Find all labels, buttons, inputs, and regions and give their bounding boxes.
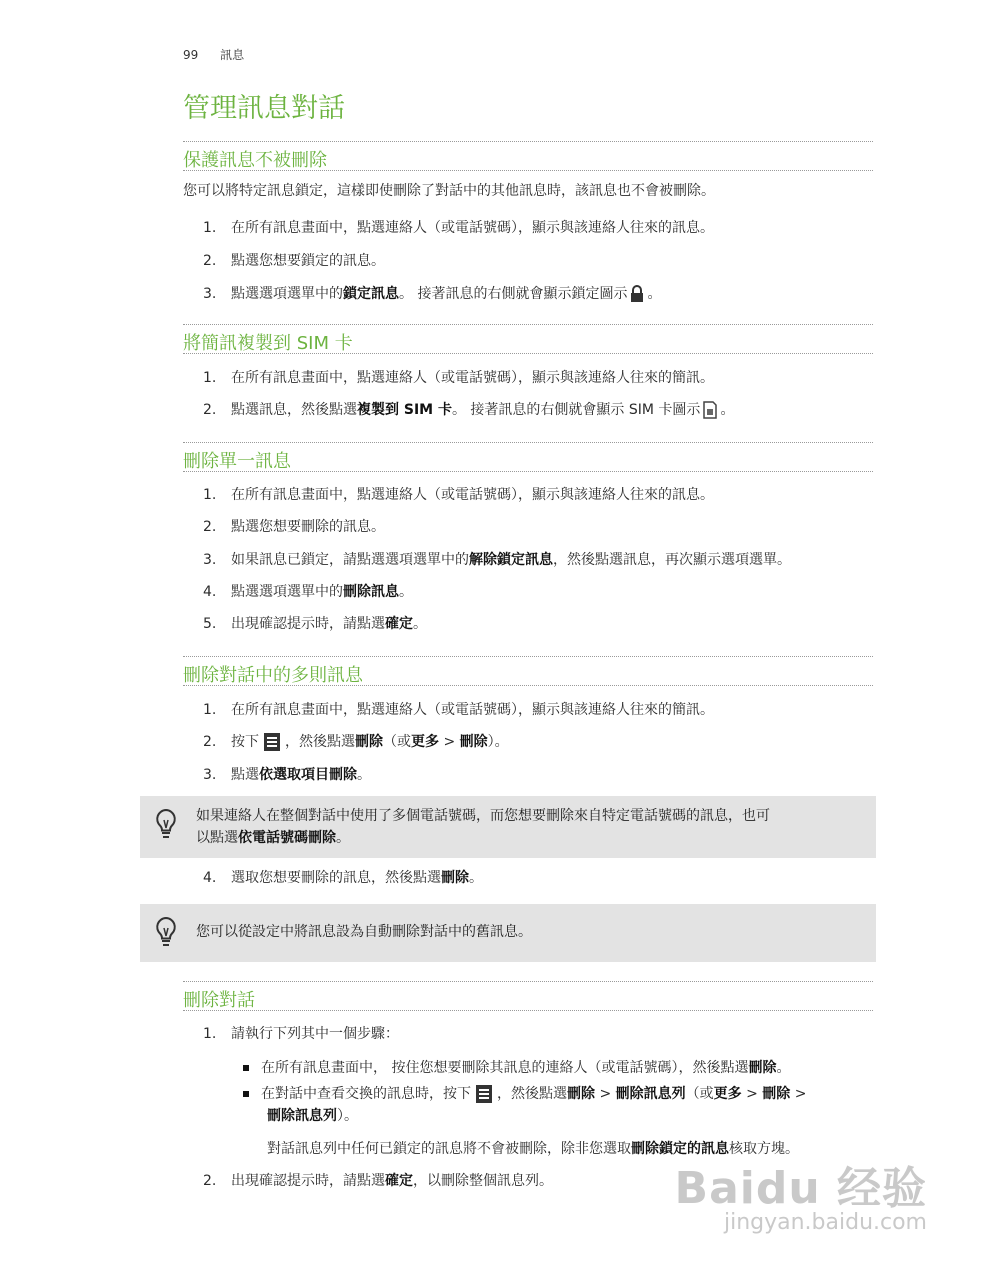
list-item xyxy=(203,582,413,602)
bold-term: 依電話號碼刪除 xyxy=(238,830,336,846)
bold-term: 鎖定訊息 xyxy=(343,286,399,302)
lightbulb-icon xyxy=(154,808,178,840)
item-number: 4. xyxy=(203,870,217,886)
watermark-logo: Baidu 经验 xyxy=(674,1163,927,1214)
item-text: 如果訊息已鎖定，請點選選項選單中的 xyxy=(231,552,469,568)
item-text: ，以刪除整個訊息列。 xyxy=(413,1173,553,1189)
item-number: 2. xyxy=(203,402,217,418)
item-text: 點選選項選單中的 xyxy=(231,286,343,302)
bold-term: 確定 xyxy=(385,616,413,632)
bullet-item xyxy=(243,1057,790,1079)
bold-term: 刪除訊息 xyxy=(343,584,399,600)
list-item xyxy=(203,700,714,720)
list-item xyxy=(203,868,483,888)
item-text: （或 xyxy=(383,734,411,750)
list-item xyxy=(203,284,661,304)
bold-term: 刪除 xyxy=(441,870,469,886)
item-text: 請執行下列其中一個步驟： xyxy=(231,1026,399,1042)
bold-term: 刪除 xyxy=(748,1060,777,1076)
list-item xyxy=(203,614,427,634)
item-number: 1. xyxy=(203,702,217,718)
bold-term: 刪除 xyxy=(567,1086,595,1102)
list-item xyxy=(203,1171,553,1191)
tip-line xyxy=(196,827,770,849)
bold-term: 更多 xyxy=(411,734,439,750)
item-text: 在所有訊息畫面中，點選連絡人（或電話號碼），顯示與該連絡人往來的訊息。 xyxy=(231,487,714,503)
item-text: ）。 xyxy=(337,1108,358,1124)
item-text: 。 xyxy=(399,584,413,600)
list-item xyxy=(203,251,385,271)
item-text: 點選選項選單中的 xyxy=(231,584,343,600)
item-number: 1. xyxy=(203,487,217,503)
item-text: 按下 xyxy=(231,734,259,750)
item-text: 。 xyxy=(720,402,735,418)
bold-term: 解除鎖定訊息 xyxy=(469,552,553,568)
header-section: 訊息 xyxy=(220,48,245,62)
tip-text-part: 。 xyxy=(336,830,350,846)
lock-icon xyxy=(630,285,644,303)
section-heading-lock xyxy=(183,141,873,171)
tip-box xyxy=(140,796,876,858)
page-number: 99 xyxy=(183,48,199,62)
item-number: 3. xyxy=(203,286,217,302)
item-text: 核取方塊。 xyxy=(729,1141,799,1157)
list-item xyxy=(203,485,714,505)
item-number: 2. xyxy=(203,253,217,269)
section-heading-delete-single xyxy=(183,442,873,472)
item-text: > xyxy=(439,734,460,750)
sim-card-icon xyxy=(703,401,717,419)
item-text: 對話訊息列中任何已鎖定的訊息將不會被刪除，除非您選取 xyxy=(267,1141,631,1157)
item-number: 3. xyxy=(203,552,217,568)
item-text: ，然後點選 xyxy=(285,734,355,750)
item-text: 點選您想要刪除的訊息。 xyxy=(231,519,385,535)
item-text: 點選 xyxy=(231,767,259,783)
bold-term: 刪除訊息列 xyxy=(615,1086,686,1102)
list-item xyxy=(203,368,714,388)
tip-line: 如果連絡人在整個對話中使用了多個電話號碼，而您想要刪除來自特定電話號碼的訊息，也可 xyxy=(196,808,770,824)
item-text: 出現確認提示時，請點選 xyxy=(231,1173,385,1189)
list-item xyxy=(203,765,371,785)
item-text: 出現確認提示時，請點選 xyxy=(231,616,385,632)
item-text: 點選您想要鎖定的訊息。 xyxy=(231,253,385,269)
bold-term: 刪除 xyxy=(762,1086,791,1102)
section-title: 將簡訊複製到 SIM 卡 xyxy=(183,333,353,354)
section-heading-sim xyxy=(183,324,873,354)
list-item xyxy=(203,732,509,752)
section-heading-delete-multiple xyxy=(183,656,873,686)
item-text: 。 接著訊息的右側就會顯示 SIM 卡圖示 xyxy=(451,402,701,418)
page-header xyxy=(183,46,244,63)
item-number: 2. xyxy=(203,519,217,535)
list-item xyxy=(203,218,714,238)
list-item xyxy=(203,517,385,537)
item-text: 。 xyxy=(776,1060,791,1076)
item-number: 5. xyxy=(203,616,217,632)
tip-text xyxy=(196,805,770,849)
intro-text: 您可以將特定訊息鎖定，這樣即使刪除了對話中的其他訊息時，該訊息也不會被刪除。 xyxy=(183,183,715,199)
item-number: 4. xyxy=(203,584,217,600)
section-title: 保護訊息不被刪除 xyxy=(183,150,327,171)
item-text: 在所有訊息畫面中，點選連絡人（或電話號碼），顯示與該連絡人往來的簡訊。 xyxy=(231,370,714,386)
section-heading-delete-conversation xyxy=(183,981,873,1011)
tip-box xyxy=(140,904,876,962)
section-title: 刪除對話中的多則訊息 xyxy=(183,665,363,686)
item-number: 1. xyxy=(203,220,217,236)
bold-term: 更多 xyxy=(713,1086,742,1102)
page-title: 管理訊息對話 xyxy=(183,93,345,124)
item-text: 在對話中查看交換的訊息時，按下 xyxy=(261,1086,471,1102)
list-item xyxy=(203,400,734,420)
bold-term: 刪除 xyxy=(459,734,488,750)
item-text: 點選訊息，然後點選 xyxy=(231,402,357,418)
item-number: 3. xyxy=(203,767,217,783)
item-number: 2. xyxy=(203,734,217,750)
menu-icon xyxy=(474,1084,494,1104)
bullet-dot xyxy=(243,1065,249,1071)
item-text: 。 xyxy=(357,767,371,783)
item-number: 2. xyxy=(203,1173,217,1189)
item-text: 在所有訊息畫面中，點選連絡人（或電話號碼），顯示與該連絡人往來的簡訊。 xyxy=(231,702,714,718)
section-title: 刪除單一訊息 xyxy=(183,451,291,472)
tip-text-part: 以點選 xyxy=(196,830,238,846)
item-text: 。 xyxy=(647,286,662,302)
bold-term: 複製到 SIM 卡 xyxy=(357,402,452,418)
bold-term: 刪除鎖定的訊息 xyxy=(631,1141,729,1157)
item-text: 選取您想要刪除的訊息，然後點選 xyxy=(231,870,441,886)
section-title: 刪除對話 xyxy=(183,990,255,1011)
bullet-dot xyxy=(243,1091,249,1097)
bold-term: 確定 xyxy=(385,1173,413,1189)
item-text: 。 xyxy=(469,870,483,886)
item-number: 1. xyxy=(203,370,217,386)
watermark-url: jingyan.baidu.com xyxy=(723,1210,927,1235)
bold-term: 刪除訊息列 xyxy=(267,1108,337,1124)
tip-text: 您可以從設定中將訊息設為自動刪除對話中的舊訊息。 xyxy=(196,924,532,940)
item-text: ）。 xyxy=(487,734,509,750)
item-text: 在所有訊息畫面中，點選連絡人（或電話號碼），顯示與該連絡人往來的訊息。 xyxy=(231,220,714,236)
item-text: 。 xyxy=(413,616,427,632)
lightbulb-icon xyxy=(154,916,178,948)
item-number: 1. xyxy=(203,1026,217,1042)
menu-icon xyxy=(262,732,282,752)
item-text: > xyxy=(741,1086,763,1102)
item-text: ，然後點選 xyxy=(497,1086,567,1102)
item-text: > xyxy=(790,1086,807,1102)
item-text: 在所有訊息畫面中， 按住您想要刪除其訊息的連絡人（或電話號碼），然後點選 xyxy=(261,1060,749,1076)
item-text: 。 接著訊息的右側就會顯示鎖定圖示 xyxy=(399,286,628,302)
bold-term: 依選取項目刪除 xyxy=(259,767,357,783)
bullet-item xyxy=(243,1083,873,1127)
item-text: > xyxy=(595,1086,616,1102)
list-item xyxy=(203,1024,399,1044)
item-text: ，然後點選訊息，再次顯示選項選單。 xyxy=(553,552,791,568)
list-item xyxy=(203,550,791,570)
item-text: （或 xyxy=(685,1086,714,1102)
bold-term: 刪除 xyxy=(355,734,383,750)
